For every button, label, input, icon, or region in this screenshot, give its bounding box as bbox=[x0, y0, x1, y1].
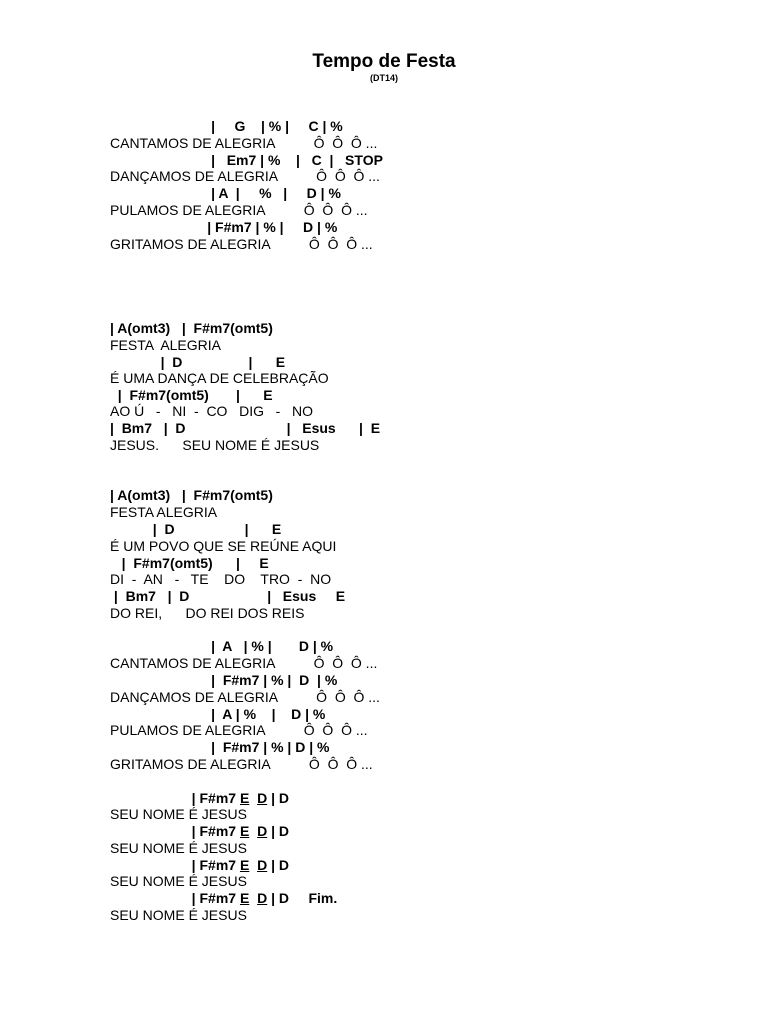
lyric-line: AO Ú - NI - CO DIG - NO bbox=[110, 403, 314, 419]
lyric-line: DI - AN - TE DO TRO - NO bbox=[110, 571, 332, 587]
lyric-line: SEU NOME É JESUS bbox=[110, 806, 247, 822]
lyric-line: PULAMOS DE ALEGRIA Ô Ô Ô ... bbox=[110, 722, 368, 738]
lyric-line: É UMA DANÇA DE CELEBRAÇÃO bbox=[110, 370, 329, 386]
chord-line: | Em7 | % | C | STOP bbox=[110, 152, 383, 168]
chord-line: | A | % | D | % bbox=[110, 706, 326, 722]
chord-line: | D | E bbox=[110, 354, 286, 370]
chord-line: | Bm7 | D | Esus | E bbox=[110, 420, 381, 436]
lyric-line: JESUS. SEU NOME É JESUS bbox=[110, 437, 320, 453]
song-title: Tempo de Festa bbox=[312, 51, 456, 72]
lyric-line: GRITAMOS DE ALEGRIA Ô Ô Ô ... bbox=[110, 236, 373, 252]
chord-line: | A | % | D | % bbox=[110, 185, 341, 201]
chord-line: | F#m7 | % | D | % bbox=[110, 672, 338, 688]
lyric-line: SEU NOME É JESUS bbox=[110, 873, 247, 889]
chord-line: | F#m7 | % | D | % bbox=[110, 219, 338, 235]
lyric-line: É UM POVO QUE SE REÚNE AQUI bbox=[110, 538, 337, 554]
lyric-line: GRITAMOS DE ALEGRIA Ô Ô Ô ... bbox=[110, 756, 373, 772]
chord-line: | F#m7 E D | D Fim. bbox=[110, 890, 338, 906]
chord-line: | Bm7 | D | Esus E bbox=[110, 588, 346, 604]
lyric-line: DO REI, DO REI DOS REIS bbox=[110, 605, 305, 621]
lyric-line: FESTA ALEGRIA bbox=[110, 337, 222, 353]
lyric-line: DANÇAMOS DE ALEGRIA Ô Ô Ô ... bbox=[110, 689, 380, 705]
chord-line: | F#m7 | % | D | % bbox=[110, 739, 330, 755]
lyric-line: PULAMOS DE ALEGRIA Ô Ô Ô ... bbox=[110, 202, 368, 218]
chord-line: | F#m7 E D | D bbox=[110, 857, 290, 873]
lyric-line: DANÇAMOS DE ALEGRIA Ô Ô Ô ... bbox=[110, 168, 380, 184]
chord-line: | A(omt3) | F#m7(omt5) bbox=[110, 320, 273, 336]
lyric-line: SEU NOME É JESUS bbox=[110, 907, 247, 923]
chord-line: | D | E bbox=[110, 521, 282, 537]
chord-line: | F#m7 E D | D bbox=[110, 790, 290, 806]
chord-line: | A(omt3) | F#m7(omt5) bbox=[110, 487, 273, 503]
chord-line: | F#m7(omt5) | E bbox=[110, 555, 269, 571]
chord-line: | A | % | D | % bbox=[110, 638, 334, 654]
chord-line: | F#m7(omt5) | E bbox=[110, 387, 273, 403]
chord-line: | G | % | C | % bbox=[110, 118, 343, 134]
lyric-line: SEU NOME É JESUS bbox=[110, 840, 247, 856]
lyric-line: FESTA ALEGRIA bbox=[110, 504, 218, 520]
chord-line: | F#m7 E D | D bbox=[110, 823, 290, 839]
lyric-line: CANTAMOS DE ALEGRIA Ô Ô Ô ... bbox=[110, 655, 378, 671]
song-code: (DT14) bbox=[369, 73, 398, 83]
lyric-line: CANTAMOS DE ALEGRIA Ô Ô Ô ... bbox=[110, 135, 378, 151]
